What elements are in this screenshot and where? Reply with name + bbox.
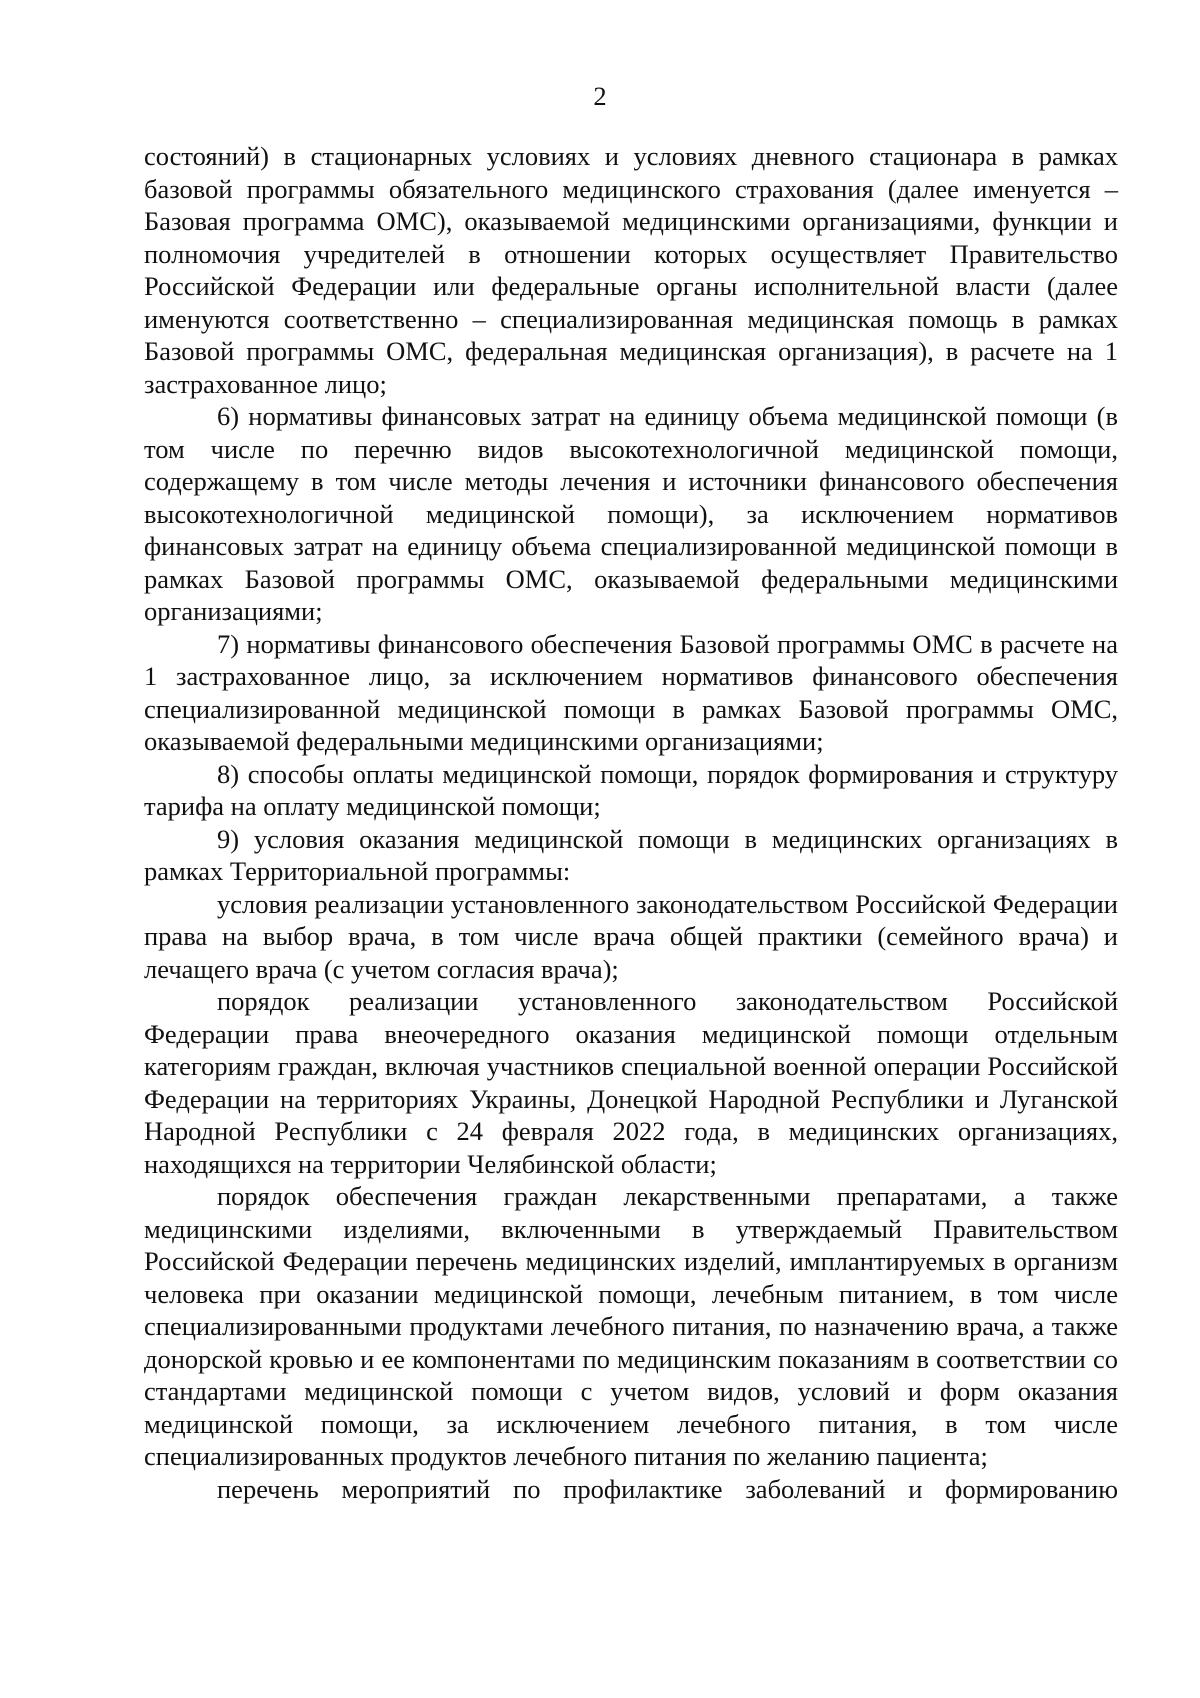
paragraph-continuation: состояний) в стационарных условиях и условиях дневного стационара в рамках базовой программы обязательного медицинского страхования (далее именуется – Базовая программа ОМС), оказываемой медицинскими организациями, функции и полномочия учредителей в отношении которых осуществляет Правительство Российской Федерации или федеральные органы исполнительной власти (далее именуются соответственно – специализированная медицинская помощь в рамках Базовой программы ОМС, федеральная медицинская организация), в расчете на 1 застрахованное лицо;	[144, 141, 1118, 399]
page-number: 2	[593, 81, 607, 111]
document-body	[144, 140, 1118, 1505]
paragraph-item-6: 6) нормативы финансовых затрат на единицу объема медицинской помощи (в том числе по перечню видов высокотехнологичной медицинской помощи, содержащему в том числе методы лечения и источники финансового обеспечения высокотехнологичной медицинской помощи), за исключением нормативов финансовых затрат на единицу объема специализированной медицинской помощи в рамках Базовой программы ОМС, оказываемой федеральными медицинскими организациями;	[144, 401, 1118, 626]
paragraph-prevention: перечень мероприятий по профилактике заболеваний и формированию	[217, 1473, 1118, 1504]
paragraph-doctor-choice: условия реализации установленного законодательством Российской Федерации права на выбор врача, в том числе врача общей практики (семейного врача) и лечащего врача (с учетом согласия врача);	[144, 888, 1118, 984]
paragraph-medication-supply: порядок обеспечения граждан лекарственными препаратами, а также медицинскими изделиями, включенными в утверждаемый Правительством Российской Федерации перечень медицинских изделий, имплантируемых в организм человека при оказании медицинской помощи, лечебным питанием, в том числе специализированными продуктами лечебного питания, по назначению врача, а также донорской кровью и ее компонентами по медицинским показаниям в соответствии со стандартами медицинской помощи с учетом видов, условий и форм оказания медицинской помощи, за исключением лечебного питания, в том числе специализированных продуктов лечебного питания по желанию пациента;	[144, 1181, 1118, 1471]
paragraph-item-7: 7) нормативы финансового обеспечения Базовой программы ОМС в расчете на 1 застрахованное лицо, за исключением нормативов финансового обеспечения специализированной медицинской помощи в рамках Базовой программы ОМС, оказываемой федеральными медицинскими организациями;	[144, 628, 1118, 756]
paragraph-item-8: 8) способы оплаты медицинской помощи, порядок формирования и структуру тарифа на оплату медицинской помощи;	[144, 758, 1118, 821]
paragraph-item-9: 9) условия оказания медицинской помощи в медицинских организациях в рамках Территориальной программы:	[144, 823, 1118, 886]
paragraph-priority-care: порядок реализации установленного законодательством Российской Федерации права внеочередного оказания медицинской помощи отдельным категориям граждан, включая участников специальной военной операции Российской Федерации на территориях Украины, Донецкой Народной Республики и Луганской Народной Республики с 24 февраля 2022 года, в медицинских организациях, находящихся на территории Челябинской области;	[144, 986, 1118, 1179]
